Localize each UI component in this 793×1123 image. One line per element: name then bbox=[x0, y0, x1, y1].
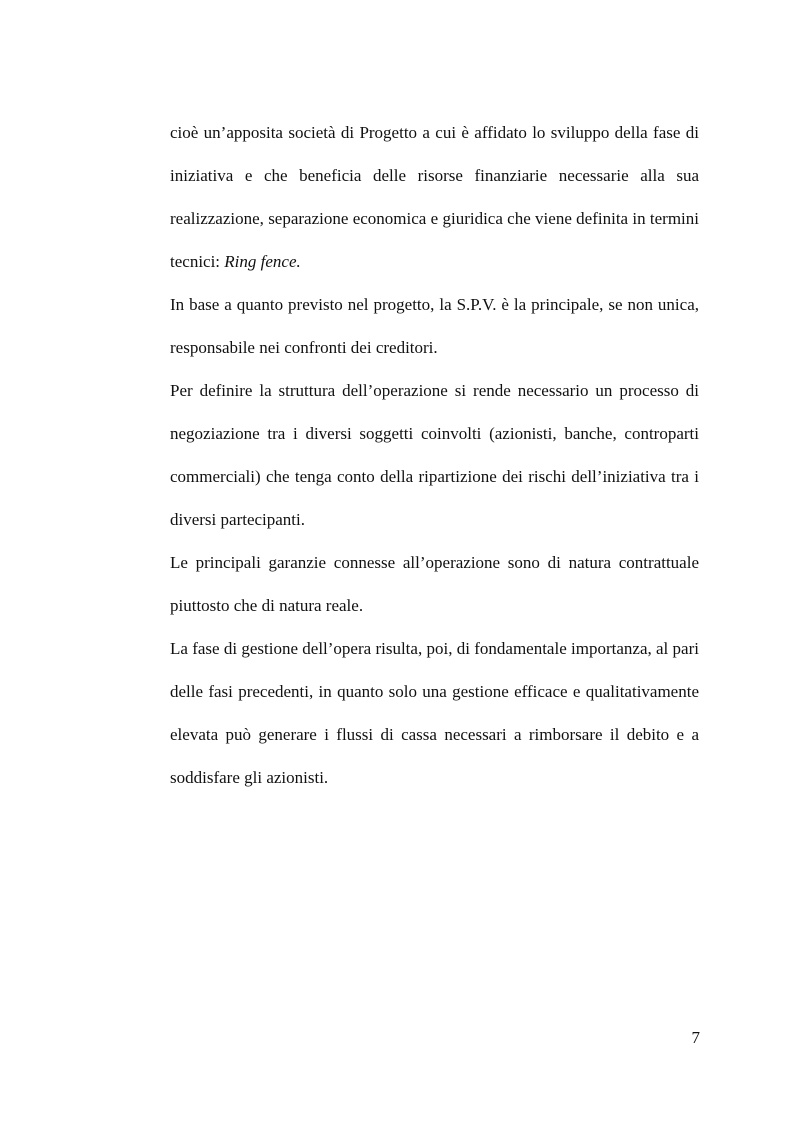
page-number: 7 bbox=[691, 1028, 700, 1047]
paragraph-4: Le principali garanzie connesse all’operazione sono di natura contrattuale piuttosto che di natura reale. bbox=[170, 553, 699, 615]
paragraph-3: Per definire la struttura dell’operazione si rende necessario un processo di negoziazione tra i diversi soggetti coinvolti (azionisti, banche, controparti commerciali) che tenga conto della ripartizione dei rischi dell’iniziativa tra i diversi partecipanti. bbox=[170, 381, 699, 529]
body-text bbox=[170, 111, 699, 799]
ring-fence-term: Ring fence. bbox=[224, 252, 301, 271]
paragraph-5: La fase di gestione dell’opera risulta, poi, di fondamentale importanza, al pari delle fasi precedenti, in quanto solo una gestione efficace e qualitativamente elevata può generare i flussi di cassa necessari a rimborsare il debito e a soddisfare gli azionisti. bbox=[170, 639, 699, 787]
paragraph-1 bbox=[170, 111, 699, 283]
paragraph-2: In base a quanto previsto nel progetto, la S.P.V. è la principale, se non unica, responsabile nei confronti dei creditori. bbox=[170, 295, 699, 357]
paragraph-1-text: cioè un’apposita società di Progetto a cui è affidato lo sviluppo della fase di iniziativa e che beneficia delle risorse finanziarie necessarie alla sua realizzazione, separazione economica e giuridica che viene definita in termini tecnici: bbox=[170, 123, 699, 271]
